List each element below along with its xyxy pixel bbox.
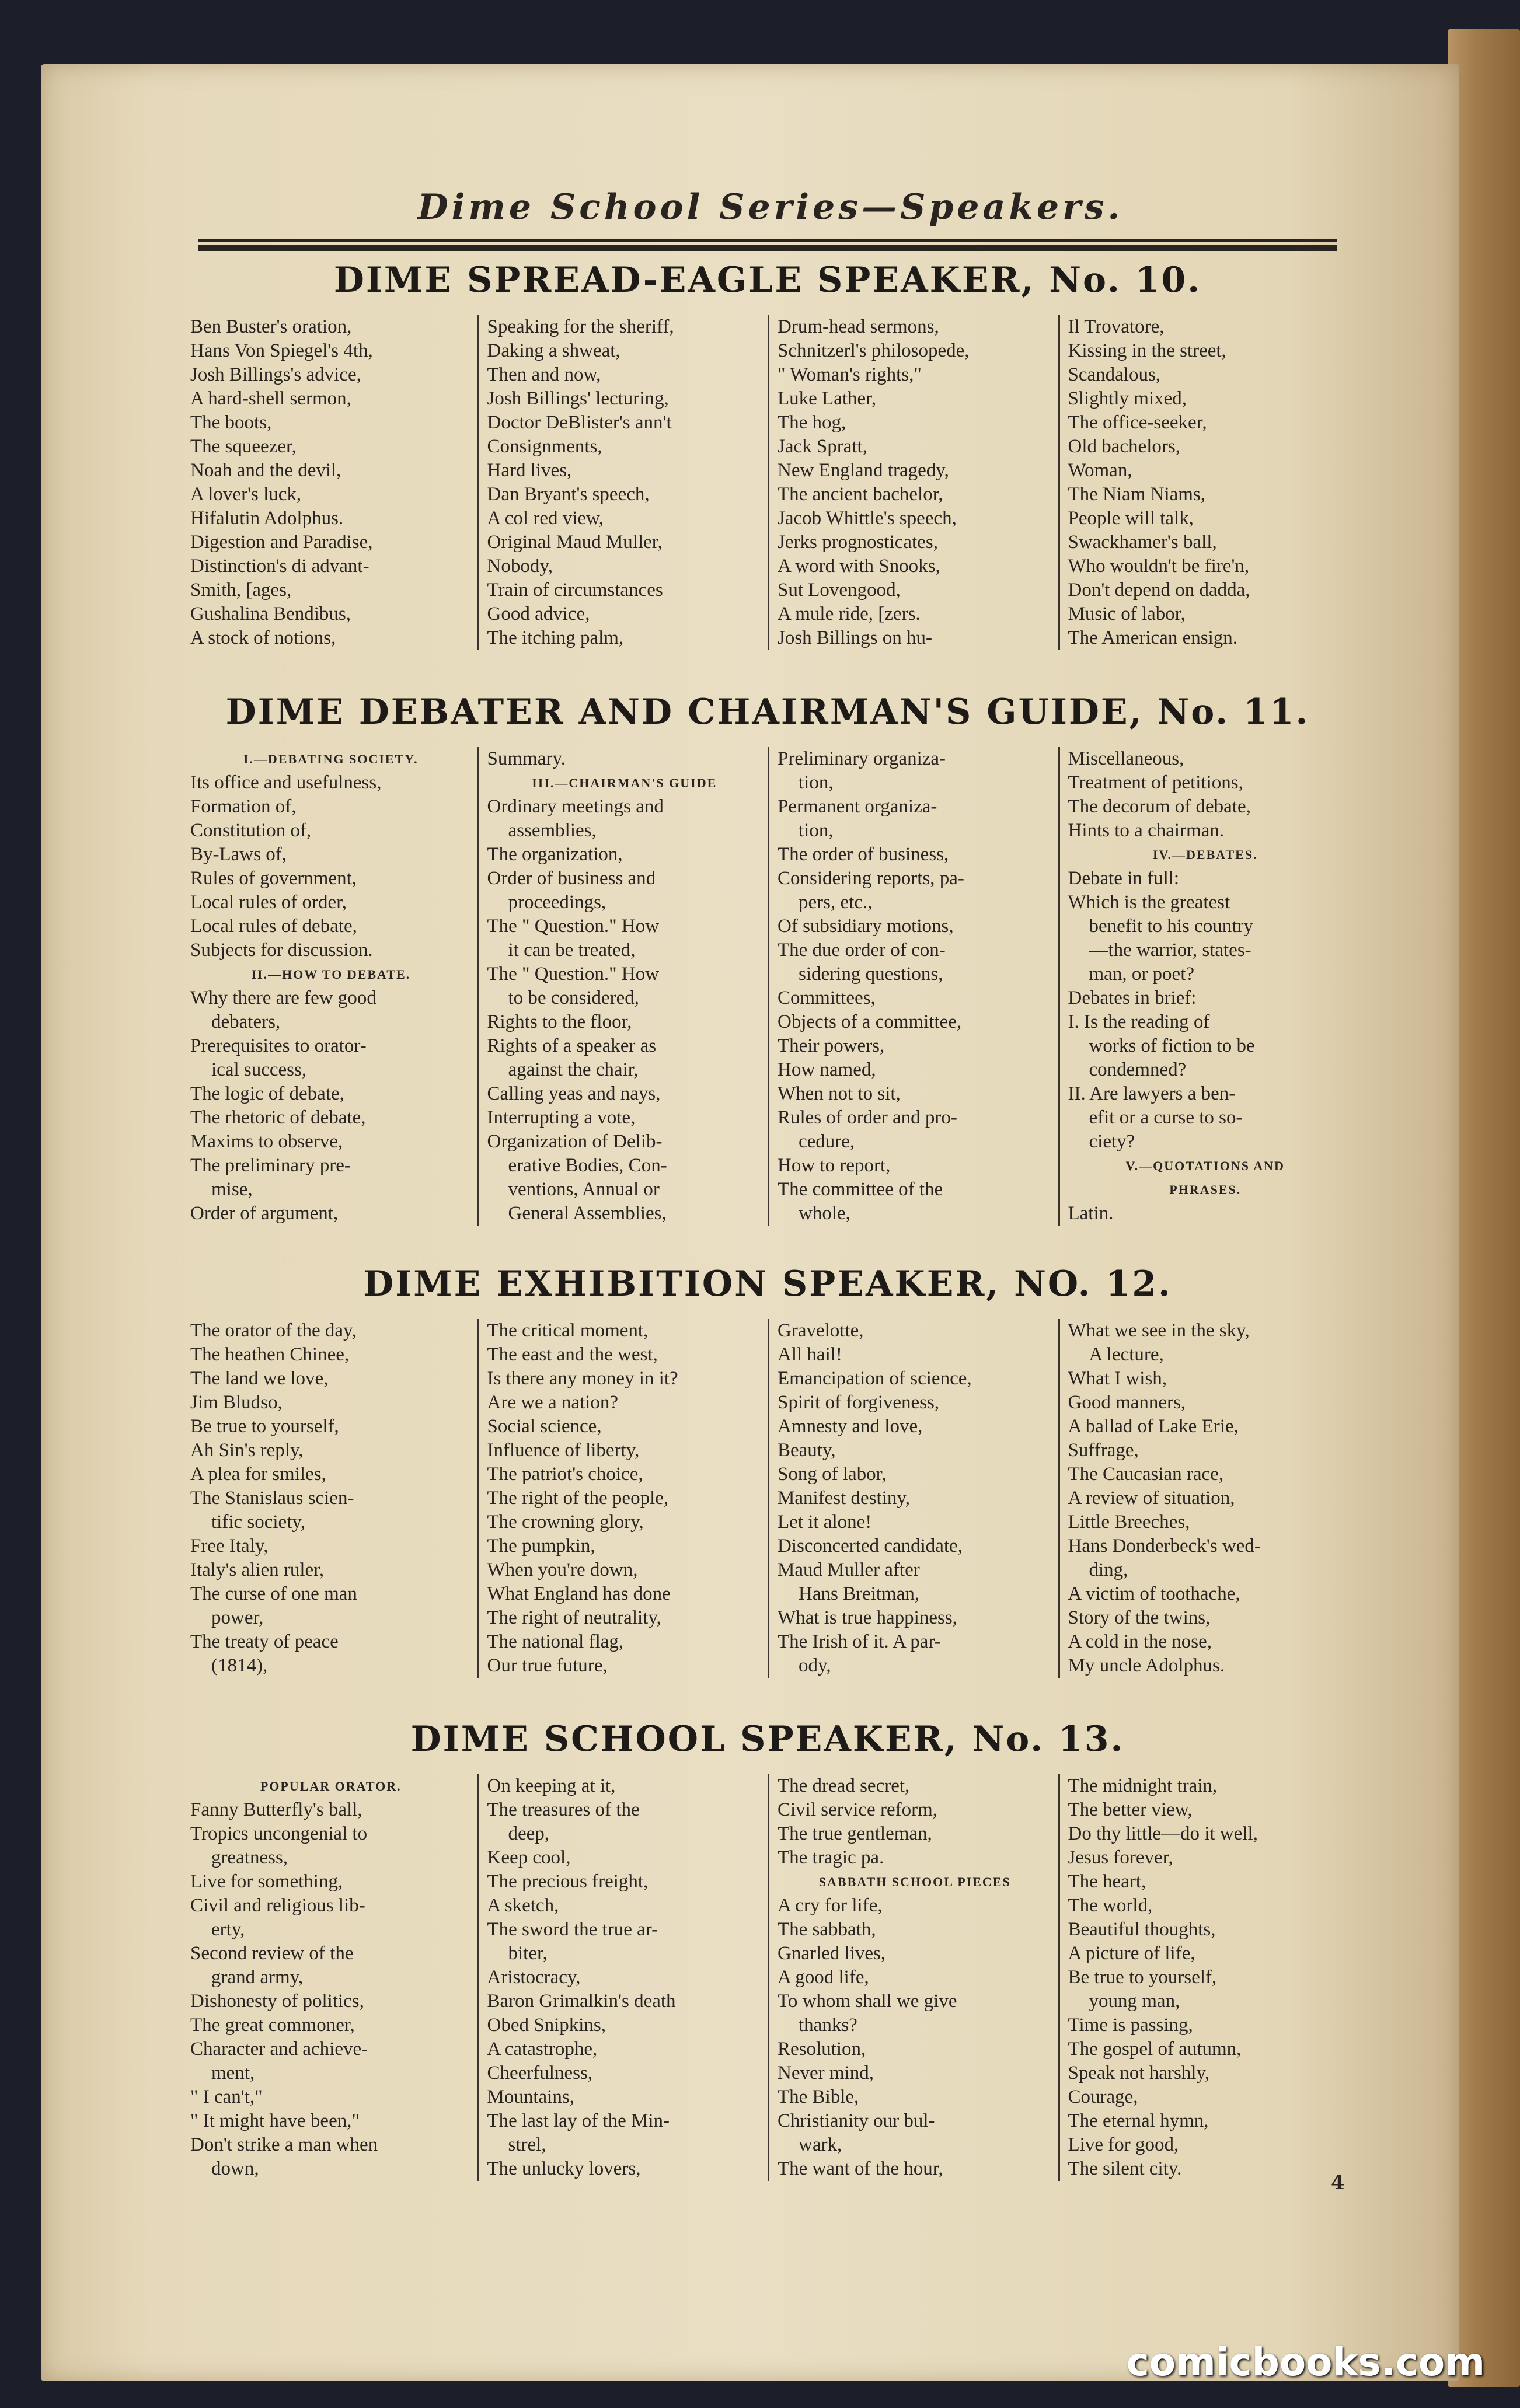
list-item: whole, (799, 1203, 850, 1224)
list-item: grand army, (211, 1967, 304, 1988)
column (1058, 315, 1349, 650)
list-item: A hard-shell sermon, (190, 388, 351, 409)
list-item: I.—DEBATING SOCIETY. (243, 752, 419, 766)
list-item: Maxims to observe, (190, 1131, 343, 1152)
list-item: Jerks prognosticates, (778, 532, 938, 553)
list-item: Its office and usefulness, (190, 772, 382, 793)
list-item: The precious freight, (487, 1871, 649, 1892)
section-title: DIME EXHIBITION SPEAKER, NO. 12. (363, 1264, 1172, 1304)
list-item: Rules of order and pro- (778, 1107, 957, 1128)
column (768, 315, 1058, 650)
list-item: Hans Von Spiegel's 4th, (190, 340, 373, 361)
list-item: Beauty, (778, 1440, 836, 1461)
list-item: Which is the greatest (1068, 892, 1230, 913)
list-item: Ordinary meetings and (487, 796, 664, 817)
list-item: Tropics uncongenial to (190, 1823, 368, 1844)
list-item: Don't strike a man when (190, 2134, 378, 2155)
list-item: People will talk, (1068, 508, 1194, 529)
list-item: Gravelotte, (778, 1320, 864, 1341)
list-item: A mule ride, [zers. (778, 603, 921, 624)
section-title: DIME DEBATER AND CHAIRMAN'S GUIDE, No. 11. (225, 692, 1310, 732)
list-item: Original Maud Muller, (487, 532, 663, 553)
list-item: Hans Donderbeck's wed- (1068, 1535, 1261, 1557)
list-item: A ballad of Lake Erie, (1068, 1416, 1239, 1437)
list-item: Obed Snipkins, (487, 2015, 606, 2036)
list-item: Objects of a committee, (778, 1011, 962, 1032)
list-item: What is true happiness, (778, 1607, 957, 1628)
list-item: Latin. (1068, 1203, 1114, 1224)
list-item: Scandalous, (1068, 364, 1161, 385)
list-item: The right of the people, (487, 1488, 669, 1509)
list-item: Good manners, (1068, 1392, 1186, 1413)
list-item: Rights to the floor, (487, 1011, 632, 1032)
list-item: The better view, (1068, 1799, 1193, 1820)
list-item: The east and the west, (487, 1344, 658, 1365)
section-columns (187, 747, 1348, 1226)
section-columns (187, 1319, 1348, 1678)
column (768, 1774, 1058, 2181)
list-item: pers, etc., (799, 892, 873, 913)
list-item: Jack Spratt, (778, 436, 867, 457)
list-item: A review of situation, (1068, 1488, 1235, 1509)
list-item: IV.—DEBATES. (1152, 847, 1258, 862)
list-item: sidering questions, (799, 964, 943, 985)
section-exhibition-speaker (187, 1249, 1348, 1678)
list-item: Swackhamer's ball, (1068, 532, 1217, 553)
list-item: Jim Bludso, (190, 1392, 283, 1413)
list-item: Josh Billings on hu- (778, 627, 932, 648)
list-item: Of subsidiary motions, (778, 916, 954, 937)
section-debater-guide (187, 677, 1348, 1226)
list-item: Josh Billings's advice, (190, 364, 361, 385)
list-item: Distinction's di advant- (190, 556, 369, 577)
list-item: proceedings, (508, 892, 606, 913)
list-item: Live for good, (1068, 2134, 1179, 2155)
list-item: The American ensign. (1068, 627, 1237, 648)
list-item: What I wish, (1068, 1368, 1167, 1389)
list-item: The unlucky lovers, (487, 2158, 641, 2179)
list-item: The due order of con- (778, 940, 946, 961)
list-item: When you're down, (487, 1559, 638, 1580)
list-item: Cheerfulness, (487, 2062, 593, 2084)
list-item: Gnarled lives, (778, 1943, 886, 1964)
list-item: Our true future, (487, 1655, 608, 1676)
section-columns (187, 1774, 1348, 2181)
column (1058, 747, 1349, 1226)
list-item: Character and achieve- (190, 2039, 368, 2060)
section-columns (187, 315, 1348, 650)
list-item: The last lay of the Min- (487, 2110, 670, 2131)
list-item: The national flag, (487, 1631, 624, 1652)
list-item: A cry for life, (778, 1895, 883, 1916)
list-item: The heathen Chinee, (190, 1344, 350, 1365)
list-item: Consignments, (487, 436, 602, 457)
list-item: The preliminary pre- (190, 1155, 351, 1176)
list-item: Hifalutin Adolphus. (190, 508, 344, 529)
column (768, 747, 1058, 1226)
list-item: Then and now, (487, 364, 601, 385)
list-item: The midnight train, (1068, 1775, 1218, 1796)
list-item: Doctor DeBlister's ann't (487, 412, 672, 433)
list-item: The decorum of debate, (1068, 796, 1251, 817)
list-item: Treatment of petitions, (1068, 772, 1243, 793)
list-item: The sword the true ar- (487, 1919, 658, 1940)
list-item: Committees, (778, 987, 876, 1008)
list-item: Hans Breitman, (799, 1583, 920, 1604)
list-item: Local rules of debate, (190, 916, 357, 937)
list-item: The patriot's choice, (487, 1464, 643, 1485)
list-item: The boots, (190, 412, 272, 433)
list-item: When not to sit, (778, 1083, 901, 1104)
list-item: The organization, (487, 844, 623, 865)
list-item: Digestion and Paradise, (190, 532, 373, 553)
list-item: Resolution, (778, 2039, 866, 2060)
section-school-speaker (187, 1704, 1348, 2181)
list-item: Courage, (1068, 2086, 1138, 2107)
list-item: My uncle Adolphus. (1068, 1655, 1225, 1676)
list-item: II. Are lawyers a ben- (1068, 1083, 1236, 1104)
list-item: A good life, (778, 1967, 869, 1988)
list-item: The orator of the day, (190, 1320, 357, 1341)
list-item: A col red view, (487, 508, 604, 529)
list-item: Civil service reform, (778, 1799, 937, 1820)
list-item: I. Is the reading of (1068, 1011, 1210, 1032)
list-item: Hints to a chairman. (1068, 820, 1225, 841)
list-item: Christianity our bul- (778, 2110, 935, 2131)
list-item: man, or poet? (1089, 964, 1195, 985)
list-item: A sketch, (487, 1895, 559, 1916)
list-item: Free Italy, (190, 1535, 269, 1557)
list-item: Spirit of forgiveness, (778, 1392, 940, 1413)
list-item: ciety? (1089, 1131, 1135, 1152)
list-item: Calling yeas and nays, (487, 1083, 661, 1104)
list-item: The " Question." How (487, 916, 660, 937)
list-item: The world, (1068, 1895, 1153, 1916)
list-item: tion, (799, 820, 834, 841)
list-item: deep, (508, 1823, 550, 1844)
list-item: The land we love, (190, 1368, 329, 1389)
list-item: The Caucasian race, (1068, 1464, 1224, 1485)
list-item: On keeping at it, (487, 1775, 616, 1796)
list-item: Summary. (487, 748, 566, 769)
list-item: The tragic pa. (778, 1847, 884, 1868)
column (187, 1774, 477, 2181)
column (477, 1319, 768, 1678)
list-item: strel, (508, 2134, 546, 2155)
list-item: Debate in full: (1068, 868, 1180, 889)
list-item: ment, (211, 2062, 255, 2084)
list-item: Woman, (1068, 460, 1132, 481)
list-item: debaters, (211, 1011, 281, 1032)
list-item: Interrupting a vote, (487, 1107, 636, 1128)
column (1058, 1774, 1349, 2181)
list-item: cedure, (799, 1131, 855, 1152)
list-item: Formation of, (190, 796, 297, 817)
list-item: " I can't," (190, 2086, 263, 2107)
list-item: The treaty of peace (190, 1631, 339, 1652)
list-item: The eternal hymn, (1068, 2110, 1209, 2131)
list-item: The rhetoric of debate, (190, 1107, 366, 1128)
list-item: The dread secret, (778, 1775, 910, 1796)
list-item: Gushalina Bendibus, (190, 603, 351, 624)
series-header: Dime School Series—Speakers. (417, 187, 1124, 228)
list-item: Nobody, (487, 556, 553, 577)
list-item: New England tragedy, (778, 460, 949, 481)
list-item: Story of the twins, (1068, 1607, 1211, 1628)
list-item: " It might have been," (190, 2110, 360, 2131)
list-item: What we see in the sky, (1068, 1320, 1250, 1341)
list-item: tific society, (211, 1512, 305, 1533)
list-item: A victim of toothache, (1068, 1583, 1240, 1604)
list-item: The Stanislaus scien- (190, 1488, 354, 1509)
list-item: Manifest destiny, (778, 1488, 910, 1509)
list-item: Be true to yourself, (1068, 1967, 1217, 1988)
column (768, 1319, 1058, 1678)
list-item: Preliminary organiza- (778, 748, 946, 769)
list-item: Let it alone! (778, 1512, 872, 1533)
list-item: Live for something, (190, 1871, 343, 1892)
list-item: ding, (1089, 1559, 1128, 1580)
list-item: Italy's alien ruler, (190, 1559, 325, 1580)
list-item: ventions, Annual or (508, 1179, 660, 1200)
list-item: Aristocracy, (487, 1967, 581, 1988)
list-item: benefit to his country (1089, 916, 1253, 937)
list-item: mise, (211, 1179, 253, 1200)
list-item: Speaking for the sheriff, (487, 316, 674, 337)
list-item: Who wouldn't be fire'n, (1068, 556, 1250, 577)
list-item: SABBATH SCHOOL PIECES (818, 1875, 1011, 1889)
list-item: The heart, (1068, 1871, 1146, 1892)
list-item: The squeezer, (190, 436, 297, 457)
column (187, 1319, 477, 1678)
list-item: Good advice, (487, 603, 590, 624)
list-item: assemblies, (508, 820, 597, 841)
list-item: The pumpkin, (487, 1535, 595, 1557)
list-item: How named, (778, 1059, 876, 1080)
list-item: Jacob Whittle's speech, (778, 508, 957, 529)
list-item: POPULAR ORATOR. (260, 1779, 402, 1793)
list-item: Mountains, (487, 2086, 574, 2107)
list-item: The Irish of it. A par- (778, 1631, 941, 1652)
list-item: The treasures of the (487, 1799, 640, 1820)
list-item: Prerequisites to orator- (190, 1035, 367, 1056)
list-item: Rules of government, (190, 868, 357, 889)
list-item: Considering reports, pa- (778, 868, 964, 889)
list-item: Hard lives, (487, 460, 572, 481)
list-item: biter, (508, 1943, 548, 1964)
list-item: A picture of life, (1068, 1943, 1195, 1964)
header-rule (198, 239, 1337, 242)
list-item: The right of neutrality, (487, 1607, 661, 1628)
list-item: Baron Grimalkin's death (487, 1991, 676, 2012)
list-item: Ben Buster's oration, (190, 316, 352, 337)
list-item: works of fiction to be (1089, 1035, 1255, 1056)
list-item: Emancipation of science, (778, 1368, 972, 1389)
list-item: against the chair, (508, 1059, 639, 1080)
section-spread-eagle-speaker (187, 245, 1348, 650)
list-item: The gospel of autumn, (1068, 2039, 1242, 2060)
list-item: Maud Muller after (778, 1559, 920, 1580)
list-item: Jesus forever, (1068, 1847, 1173, 1868)
column (477, 1774, 768, 2181)
list-item: Civil and religious lib- (190, 1895, 365, 1916)
column (1058, 1319, 1349, 1678)
list-item: Rights of a speaker as (487, 1035, 657, 1056)
list-item: Dishonesty of politics, (190, 1991, 364, 2012)
list-item: A word with Snooks, (778, 556, 940, 577)
list-item: Their powers, (778, 1035, 885, 1056)
list-item: A plea for smiles, (190, 1464, 326, 1485)
section-title: DIME SCHOOL SPEAKER, No. 13. (410, 1719, 1125, 1760)
list-item: Influence of liberty, (487, 1440, 640, 1461)
list-item: Noah and the devil, (190, 460, 341, 481)
list-item: Josh Billings' lecturing, (487, 388, 669, 409)
list-item: The critical moment, (487, 1320, 649, 1341)
list-item: Be true to yourself, (190, 1416, 339, 1437)
list-item: Organization of Delib- (487, 1131, 663, 1152)
list-item: Sut Lovengood, (778, 580, 901, 601)
list-item: A lover's luck, (190, 484, 302, 505)
list-item: Beautiful thoughts, (1068, 1919, 1216, 1940)
list-item: Luke Lather, (778, 388, 877, 409)
list-item: Daking a shweat, (487, 340, 620, 361)
list-item: Constitution of, (190, 820, 312, 841)
list-item: to be considered, (508, 987, 640, 1008)
list-item: Drum-head sermons, (778, 316, 939, 337)
list-item: A stock of notions, (190, 627, 336, 648)
list-item: Time is passing, (1068, 2015, 1193, 2036)
column (187, 747, 477, 1226)
list-item: greatness, (211, 1847, 288, 1868)
list-item: wark, (799, 2134, 842, 2155)
list-item: The " Question." How (487, 964, 660, 985)
list-item: Song of labor, (778, 1464, 887, 1485)
watermark: comicbooks.com (1126, 2340, 1485, 2385)
list-item: erative Bodies, Con- (508, 1155, 667, 1176)
list-item: The sabbath, (778, 1919, 876, 1940)
list-item: Slightly mixed, (1068, 388, 1187, 409)
list-item: it can be treated, (508, 940, 636, 961)
list-item: Disconcerted candidate, (778, 1535, 963, 1557)
list-item: Little Breeches, (1068, 1512, 1190, 1533)
list-item: Second review of the (190, 1943, 354, 1964)
list-item: II.—HOW TO DEBATE. (251, 967, 411, 982)
list-item: A lecture, (1089, 1344, 1164, 1365)
list-item: V.—QUOTATIONS AND (1125, 1158, 1285, 1173)
list-item: —the warrior, states- (1089, 940, 1251, 961)
list-item: Keep cool, (487, 1847, 571, 1868)
list-item: Speak not harshly, (1068, 2062, 1210, 2084)
list-item: Subjects for discussion. (190, 940, 373, 961)
list-item: power, (211, 1607, 264, 1628)
list-item: (1814), (211, 1655, 268, 1676)
list-item: Smith, [ages, (190, 580, 292, 601)
list-item: Order of business and (487, 868, 656, 889)
list-item: Don't depend on dadda, (1068, 580, 1250, 601)
list-item: Amnesty and love, (778, 1416, 923, 1437)
list-item: Do thy little—do it well, (1068, 1823, 1258, 1844)
list-item: Old bachelors, (1068, 436, 1180, 457)
list-item: What England has done (487, 1583, 671, 1604)
list-item: A cold in the nose, (1068, 1631, 1212, 1652)
list-item: Local rules of order, (190, 892, 347, 913)
page-number: 4 (1331, 2171, 1345, 2194)
list-item: The great commoner, (190, 2015, 355, 2036)
list-item: tion, (799, 772, 834, 793)
section-title: DIME SPREAD-EAGLE SPEAKER, No. 10. (333, 260, 1202, 301)
list-item: efit or a curse to so- (1089, 1107, 1243, 1128)
list-item: young man, (1089, 1991, 1180, 2012)
list-item: The crowning glory, (487, 1512, 644, 1533)
list-item: The itching palm, (487, 627, 624, 648)
list-item: Why there are few good (190, 987, 376, 1008)
list-item: Is there any money in it? (487, 1368, 678, 1389)
list-item: Permanent organiza- (778, 796, 937, 817)
list-item: The true gentleman, (778, 1823, 932, 1844)
list-item: thanks? (799, 2015, 857, 2036)
list-item: The Niam Niams, (1068, 484, 1206, 505)
list-item: Dan Bryant's speech, (487, 484, 650, 505)
list-item: The hog, (778, 412, 846, 433)
list-item: Fanny Butterfly's ball, (190, 1799, 362, 1820)
list-item: down, (211, 2158, 259, 2179)
list-item: ical success, (211, 1059, 307, 1080)
column (187, 315, 477, 650)
list-item: " Woman's rights," (778, 364, 922, 385)
list-item: Suffrage, (1068, 1440, 1139, 1461)
list-item: The curse of one man (190, 1583, 357, 1604)
list-item: By-Laws of, (190, 844, 287, 865)
list-item: General Assemblies, (508, 1203, 667, 1224)
list-item: The order of business, (778, 844, 949, 865)
list-item: Are we a nation? (487, 1392, 618, 1413)
list-item: The logic of debate, (190, 1083, 344, 1104)
list-item: Ah Sin's reply, (190, 1440, 304, 1461)
list-item: Schnitzerl's philosopede, (778, 340, 970, 361)
list-item: Il Trovatore, (1068, 316, 1165, 337)
list-item: Music of labor, (1068, 603, 1186, 624)
list-item: Social science, (487, 1416, 602, 1437)
list-item: Order of argument, (190, 1203, 339, 1224)
column (477, 315, 768, 650)
list-item: To whom shall we give (778, 1991, 957, 2012)
list-item: All hail! (778, 1344, 842, 1365)
list-item: Miscellaneous, (1068, 748, 1184, 769)
list-item: The ancient bachelor, (778, 484, 943, 505)
list-item: The want of the hour, (778, 2158, 943, 2179)
list-item: The committee of the (778, 1179, 943, 1200)
list-item: PHRASES. (1169, 1182, 1242, 1197)
list-item: Kissing in the street, (1068, 340, 1226, 361)
list-item: condemned? (1089, 1059, 1187, 1080)
list-item: The silent city. (1068, 2158, 1182, 2179)
list-item: How to report, (778, 1155, 891, 1176)
column (477, 747, 768, 1226)
list-item: III.—CHAIRMAN'S GUIDE (532, 776, 717, 790)
list-item: Never mind, (778, 2062, 874, 2084)
list-item: Debates in brief: (1068, 987, 1197, 1008)
list-item: The Bible, (778, 2086, 859, 2107)
list-item: A catastrophe, (487, 2039, 598, 2060)
list-item: The office-seeker, (1068, 412, 1207, 433)
list-item: Train of circumstances (487, 580, 663, 601)
list-item: erty, (211, 1919, 245, 1940)
list-item: ody, (799, 1655, 831, 1676)
